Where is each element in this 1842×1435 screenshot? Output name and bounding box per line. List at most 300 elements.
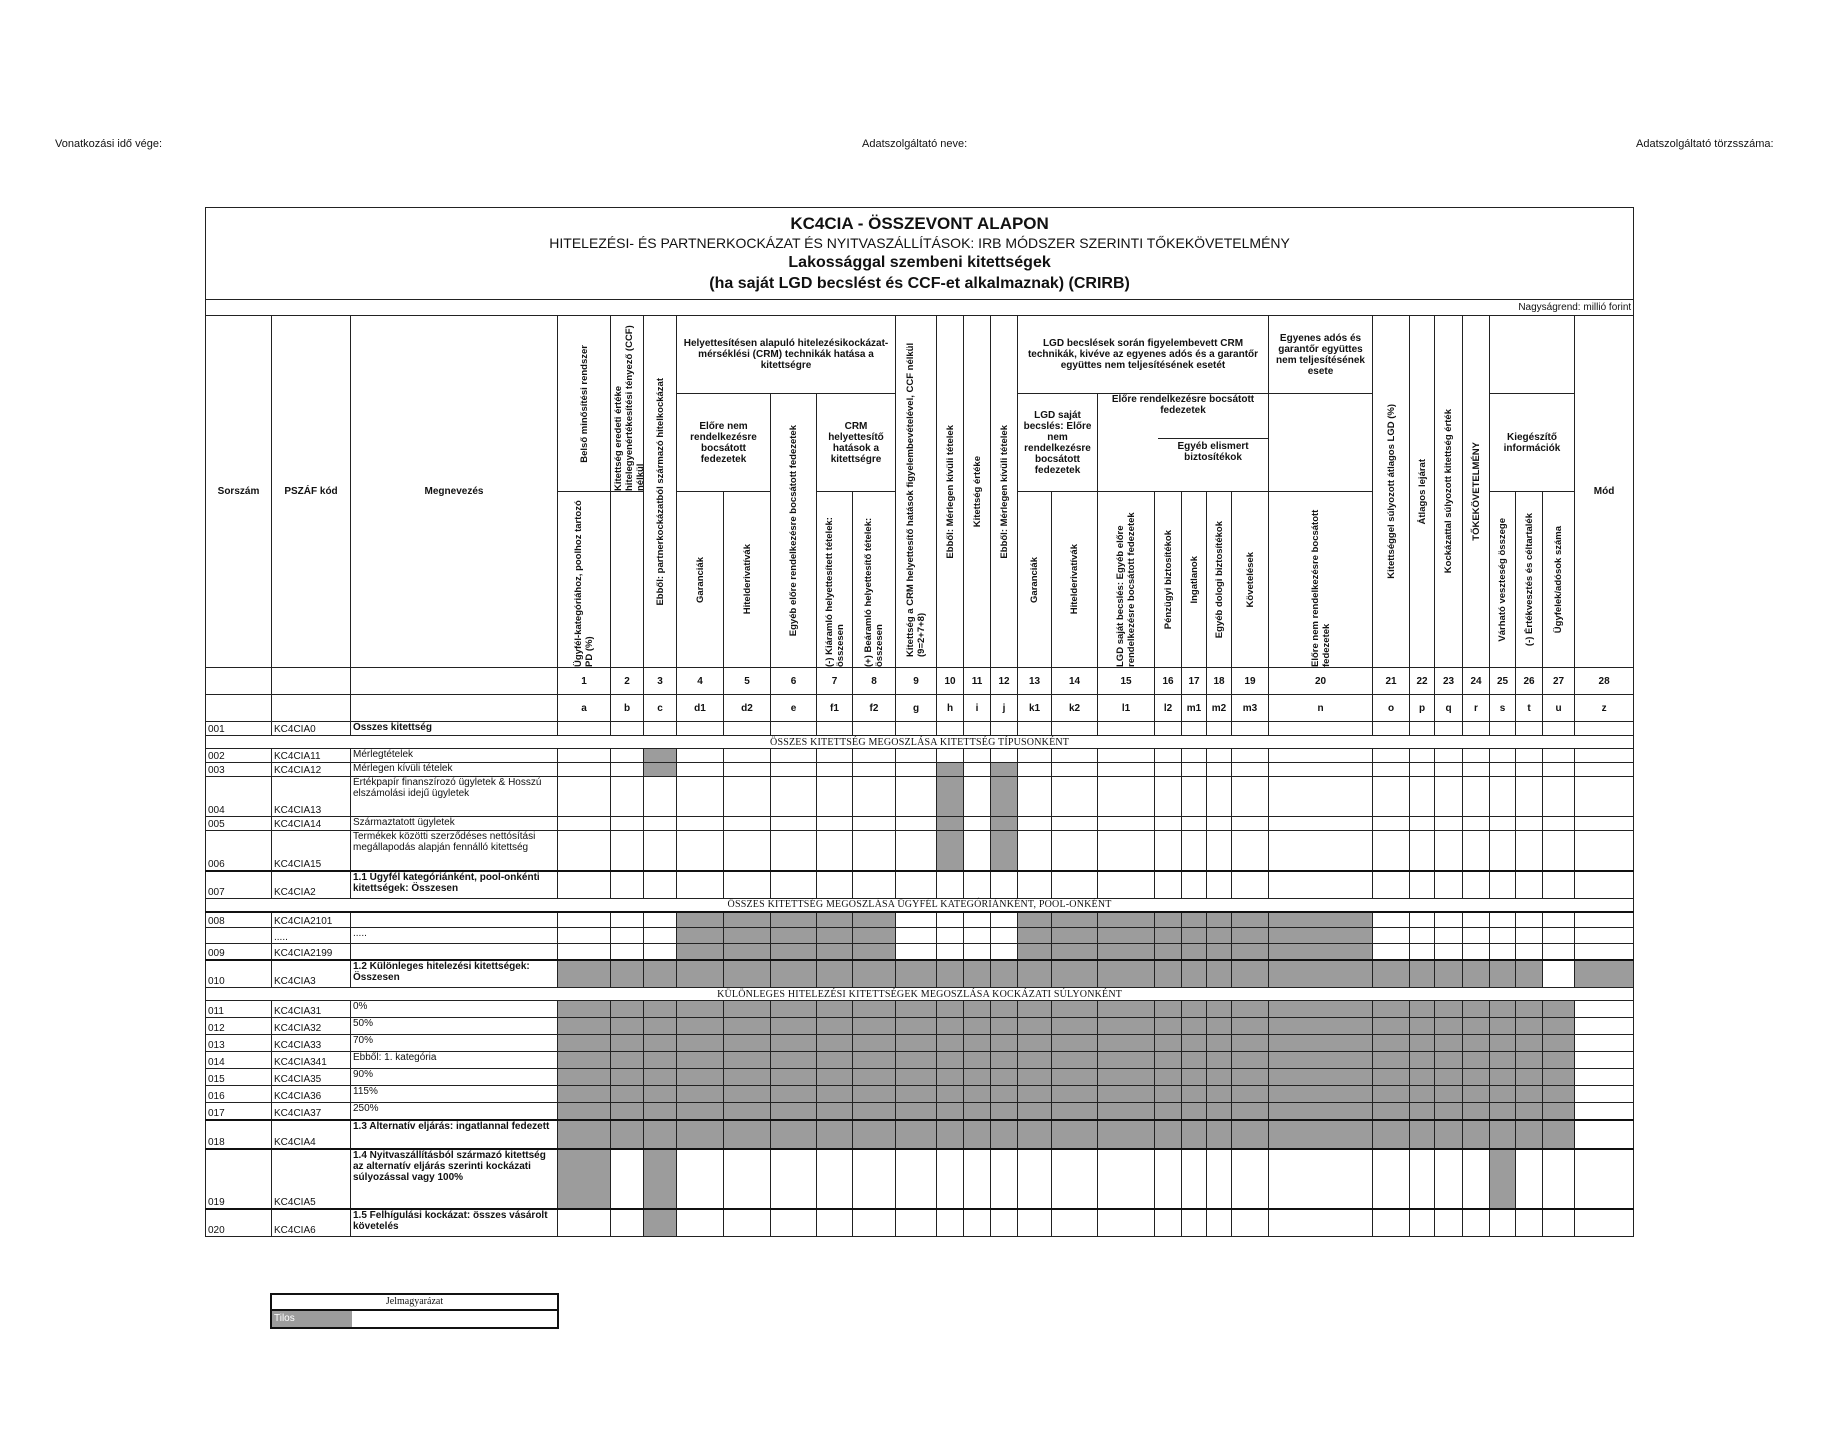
cell-input[interactable] <box>724 871 771 899</box>
cell-input[interactable] <box>644 944 677 960</box>
cell-input[interactable] <box>558 817 611 831</box>
cell-input[interactable] <box>1575 928 1634 944</box>
cell-input[interactable] <box>896 817 937 831</box>
cell-input[interactable] <box>1575 944 1634 960</box>
header-c14: Hitelderivatívák <box>1069 544 1080 615</box>
cell-input[interactable] <box>1232 722 1269 736</box>
cell-input[interactable] <box>1155 763 1182 777</box>
cell-input[interactable] <box>1575 1052 1634 1069</box>
cell-input[interactable] <box>896 749 937 763</box>
cell-input[interactable] <box>1435 817 1463 831</box>
cell-input[interactable] <box>1410 777 1435 817</box>
cell-input[interactable] <box>991 944 1018 960</box>
cell-input[interactable] <box>1269 763 1373 777</box>
cell-input[interactable] <box>611 831 644 871</box>
cell-input[interactable] <box>937 871 964 899</box>
cell-input[interactable] <box>771 1149 817 1209</box>
cell-input[interactable] <box>896 944 937 960</box>
cell-input[interactable] <box>1410 944 1435 960</box>
cell-input[interactable] <box>937 928 964 944</box>
cell-input[interactable] <box>1410 871 1435 899</box>
cell-input[interactable] <box>1232 831 1269 871</box>
cell-input[interactable] <box>1207 817 1232 831</box>
cell-input[interactable] <box>1373 749 1410 763</box>
cell-input[interactable] <box>1182 831 1207 871</box>
cell-input[interactable] <box>1435 1209 1463 1237</box>
cell-input[interactable] <box>853 817 896 831</box>
cell-input[interactable] <box>1490 871 1516 899</box>
cell-input[interactable] <box>1490 1209 1516 1237</box>
cell-input[interactable] <box>724 817 771 831</box>
cell-input[interactable] <box>1463 944 1490 960</box>
row-number <box>206 928 272 944</box>
cell-input[interactable] <box>1516 749 1543 763</box>
cell-input[interactable] <box>1207 722 1232 736</box>
cell-input[interactable] <box>1373 928 1410 944</box>
cell-input[interactable] <box>1052 722 1098 736</box>
cell-input[interactable] <box>1516 777 1543 817</box>
cell-input[interactable] <box>991 722 1018 736</box>
cell-input[interactable] <box>937 722 964 736</box>
cell-input[interactable] <box>1018 831 1052 871</box>
cell-input[interactable] <box>644 831 677 871</box>
cell-input[interactable] <box>1018 749 1052 763</box>
row-name: Mérlegtételek <box>351 749 558 763</box>
cell-input[interactable] <box>1373 871 1410 899</box>
cell-input[interactable] <box>611 722 644 736</box>
cell-input[interactable] <box>644 928 677 944</box>
cell-input[interactable] <box>1490 749 1516 763</box>
cell-input[interactable] <box>1182 722 1207 736</box>
cell-input[interactable] <box>896 1149 937 1209</box>
cell-input[interactable] <box>853 871 896 899</box>
cell-input[interactable] <box>1575 1103 1634 1120</box>
cell-input[interactable] <box>964 722 991 736</box>
cell-input[interactable] <box>771 722 817 736</box>
cell-input[interactable] <box>964 777 991 817</box>
cell-input[interactable] <box>817 722 853 736</box>
cell-input[interactable] <box>1410 831 1435 871</box>
cell-input[interactable] <box>896 928 937 944</box>
cell-input[interactable] <box>1463 722 1490 736</box>
cell-input[interactable] <box>611 749 644 763</box>
cell-input[interactable] <box>1410 1149 1435 1209</box>
cell-input[interactable] <box>1575 1086 1634 1103</box>
cell-input[interactable] <box>1232 1209 1269 1237</box>
cell-input[interactable] <box>964 1149 991 1209</box>
cell-input[interactable] <box>1052 817 1098 831</box>
cell-input[interactable] <box>1435 777 1463 817</box>
cell-input[interactable] <box>611 928 644 944</box>
cell-input[interactable] <box>1373 944 1410 960</box>
cell-input[interactable] <box>1182 763 1207 777</box>
cell-input[interactable] <box>1490 777 1516 817</box>
cell-input[interactable] <box>1516 912 1543 928</box>
cell-input[interactable] <box>853 763 896 777</box>
cell-input[interactable] <box>611 1149 644 1209</box>
cell-input[interactable] <box>1575 749 1634 763</box>
cell-input[interactable] <box>558 1209 611 1237</box>
cell-input[interactable] <box>558 777 611 817</box>
cell-input[interactable] <box>1098 1149 1155 1209</box>
cell-input[interactable] <box>991 1149 1018 1209</box>
cell-input[interactable] <box>1098 817 1155 831</box>
cell-input[interactable] <box>771 763 817 777</box>
cell-input[interactable] <box>1516 831 1543 871</box>
cell-input[interactable] <box>1182 871 1207 899</box>
cell-input[interactable] <box>1155 749 1182 763</box>
cell-input[interactable] <box>558 871 611 899</box>
cell-input[interactable] <box>1516 1209 1543 1237</box>
cell-input[interactable] <box>964 749 991 763</box>
cell-forbidden <box>677 960 724 988</box>
cell-input[interactable] <box>1155 871 1182 899</box>
cell-input[interactable] <box>1182 1149 1207 1209</box>
cell-input[interactable] <box>677 1149 724 1209</box>
cell-input[interactable] <box>1232 817 1269 831</box>
cell-input[interactable] <box>1052 871 1098 899</box>
cell-input[interactable] <box>964 928 991 944</box>
cell-input[interactable] <box>724 831 771 871</box>
cell-input[interactable] <box>1182 777 1207 817</box>
cell-input[interactable] <box>611 912 644 928</box>
cell-input[interactable] <box>1269 871 1373 899</box>
cell-input[interactable] <box>1155 777 1182 817</box>
cell-input[interactable] <box>1182 1209 1207 1237</box>
cell-input[interactable] <box>1155 1209 1182 1237</box>
cell-input[interactable] <box>1155 817 1182 831</box>
cell-input[interactable] <box>1435 722 1463 736</box>
cell-input[interactable] <box>1490 928 1516 944</box>
cell-input[interactable] <box>1410 763 1435 777</box>
cell-input[interactable] <box>1516 944 1543 960</box>
cell-input[interactable] <box>1543 831 1575 871</box>
cell-input[interactable] <box>937 749 964 763</box>
cell-input[interactable] <box>1463 831 1490 871</box>
cell-input[interactable] <box>1098 749 1155 763</box>
cell-input[interactable] <box>1575 1069 1634 1086</box>
cell-input[interactable] <box>1182 817 1207 831</box>
cell-input[interactable] <box>644 817 677 831</box>
cell-input[interactable] <box>991 1209 1018 1237</box>
cell-input[interactable] <box>937 1209 964 1237</box>
cell-input[interactable] <box>991 928 1018 944</box>
cell-input[interactable] <box>611 871 644 899</box>
cell-input[interactable] <box>1435 944 1463 960</box>
cell-input[interactable] <box>771 871 817 899</box>
cell-input[interactable] <box>817 871 853 899</box>
cell-input[interactable] <box>1463 777 1490 817</box>
cell-input[interactable] <box>1182 749 1207 763</box>
cell-input[interactable] <box>853 722 896 736</box>
cell-input[interactable] <box>1575 1120 1634 1149</box>
cell-input[interactable] <box>1543 944 1575 960</box>
cell-input[interactable] <box>611 817 644 831</box>
cell-input[interactable] <box>1052 777 1098 817</box>
cell-input[interactable] <box>817 1149 853 1209</box>
cell-input[interactable] <box>724 1149 771 1209</box>
cell-input[interactable] <box>1575 1018 1634 1035</box>
cell-input[interactable] <box>1490 831 1516 871</box>
cell-input[interactable] <box>677 749 724 763</box>
cell-input[interactable] <box>1410 1209 1435 1237</box>
cell-input[interactable] <box>896 912 937 928</box>
cell-input[interactable] <box>1018 817 1052 831</box>
cell-input[interactable] <box>677 831 724 871</box>
cell-input[interactable] <box>1490 817 1516 831</box>
cell-input[interactable] <box>1018 722 1052 736</box>
cell-input[interactable] <box>1516 1149 1543 1209</box>
cell-input[interactable] <box>1575 1209 1634 1237</box>
cell-input[interactable] <box>991 871 1018 899</box>
cell-input[interactable] <box>558 944 611 960</box>
cell-input[interactable] <box>896 763 937 777</box>
cell-input[interactable] <box>1018 1209 1052 1237</box>
cell-input[interactable] <box>1052 749 1098 763</box>
cell-input[interactable] <box>1543 722 1575 736</box>
cell-input[interactable] <box>896 871 937 899</box>
cell-input[interactable] <box>1410 722 1435 736</box>
cell-input[interactable] <box>937 1149 964 1209</box>
cell-input[interactable] <box>964 871 991 899</box>
cell-input[interactable] <box>1373 722 1410 736</box>
cell-input[interactable] <box>1269 817 1373 831</box>
cell-input[interactable] <box>1543 912 1575 928</box>
cell-input[interactable] <box>1269 749 1373 763</box>
cell-input[interactable] <box>1516 928 1543 944</box>
cell-input[interactable] <box>1155 1149 1182 1209</box>
cell-input[interactable] <box>1373 817 1410 831</box>
cell-input[interactable] <box>1435 749 1463 763</box>
cell-input[interactable] <box>1207 831 1232 871</box>
cell-input[interactable] <box>677 817 724 831</box>
cell-input[interactable] <box>1098 1209 1155 1237</box>
cell-input[interactable] <box>677 1209 724 1237</box>
cell-input[interactable] <box>1232 763 1269 777</box>
cell-input[interactable] <box>1543 871 1575 899</box>
cell-input[interactable] <box>896 1209 937 1237</box>
cell-input[interactable] <box>1373 1209 1410 1237</box>
cell-input[interactable] <box>558 928 611 944</box>
cell-input[interactable] <box>1435 928 1463 944</box>
cell-input[interactable] <box>1543 817 1575 831</box>
cell-input[interactable] <box>611 777 644 817</box>
cell-input[interactable] <box>817 831 853 871</box>
cell-input[interactable] <box>644 777 677 817</box>
cell-input[interactable] <box>1098 777 1155 817</box>
cell-input[interactable] <box>1269 777 1373 817</box>
cell-input[interactable] <box>1410 912 1435 928</box>
cell-input[interactable] <box>771 777 817 817</box>
cell-input[interactable] <box>1373 763 1410 777</box>
cell-input[interactable] <box>1543 777 1575 817</box>
cell-input[interactable] <box>724 749 771 763</box>
cell-input[interactable] <box>1516 722 1543 736</box>
cell-input[interactable] <box>611 763 644 777</box>
cell-input[interactable] <box>817 777 853 817</box>
cell-input[interactable] <box>1463 871 1490 899</box>
cell-input[interactable] <box>1575 777 1634 817</box>
cell-input[interactable] <box>1373 777 1410 817</box>
cell-input[interactable] <box>1543 928 1575 944</box>
cell-input[interactable] <box>1575 1149 1634 1209</box>
cell-input[interactable] <box>1052 763 1098 777</box>
cell-input[interactable] <box>1155 831 1182 871</box>
cell-input[interactable] <box>1463 1149 1490 1209</box>
cell-input[interactable] <box>1018 871 1052 899</box>
cell-input[interactable] <box>1018 777 1052 817</box>
cell-input[interactable] <box>1463 749 1490 763</box>
cell-input[interactable] <box>558 912 611 928</box>
cell-input[interactable] <box>896 777 937 817</box>
cell-input[interactable] <box>1098 763 1155 777</box>
cell-input[interactable] <box>1516 763 1543 777</box>
cell-input[interactable] <box>1052 1149 1098 1209</box>
cell-input[interactable] <box>771 817 817 831</box>
cell-input[interactable] <box>1410 749 1435 763</box>
cell-input[interactable] <box>1490 912 1516 928</box>
cell-input[interactable] <box>1207 749 1232 763</box>
cell-input[interactable] <box>1575 871 1634 899</box>
cell-input[interactable] <box>1435 1149 1463 1209</box>
cell-input[interactable] <box>937 912 964 928</box>
cell-input[interactable] <box>771 1209 817 1237</box>
cell-input[interactable] <box>1232 777 1269 817</box>
cell-input[interactable] <box>644 871 677 899</box>
cell-input[interactable] <box>853 1209 896 1237</box>
cell-input[interactable] <box>1232 871 1269 899</box>
cell-input[interactable] <box>1543 749 1575 763</box>
cell-input[interactable] <box>1575 912 1634 928</box>
cell-input[interactable] <box>1490 944 1516 960</box>
cell-input[interactable] <box>1269 1209 1373 1237</box>
cell-input[interactable] <box>644 722 677 736</box>
cell-input[interactable] <box>1018 763 1052 777</box>
cell-input[interactable] <box>1575 722 1634 736</box>
cell-input[interactable] <box>964 944 991 960</box>
cell-input[interactable] <box>1098 871 1155 899</box>
cell-input[interactable] <box>771 831 817 871</box>
cell-input[interactable] <box>1373 912 1410 928</box>
cell-input[interactable] <box>853 1149 896 1209</box>
cell-input[interactable] <box>1207 1209 1232 1237</box>
cell-input[interactable] <box>964 1209 991 1237</box>
cell-input[interactable] <box>1207 871 1232 899</box>
cell-input[interactable] <box>1435 912 1463 928</box>
cell-forbidden <box>964 1069 991 1086</box>
cell-input[interactable] <box>853 777 896 817</box>
cell-input[interactable] <box>677 763 724 777</box>
cell-input[interactable] <box>1543 1209 1575 1237</box>
cell-input[interactable] <box>817 1209 853 1237</box>
cell-input[interactable] <box>1575 1001 1634 1018</box>
cell-input[interactable] <box>1410 928 1435 944</box>
cell-input[interactable] <box>817 763 853 777</box>
cell-input[interactable] <box>1269 831 1373 871</box>
cell-input[interactable] <box>724 1209 771 1237</box>
cell-input[interactable] <box>853 831 896 871</box>
cell-input[interactable] <box>964 763 991 777</box>
cell-input[interactable] <box>1269 722 1373 736</box>
cell-input[interactable] <box>1543 1149 1575 1209</box>
cell-input[interactable] <box>1269 1149 1373 1209</box>
cell-input[interactable] <box>724 763 771 777</box>
cell-input[interactable] <box>677 722 724 736</box>
cell-input[interactable] <box>1516 817 1543 831</box>
cell-input[interactable] <box>1490 722 1516 736</box>
cell-input[interactable] <box>677 777 724 817</box>
cell-input[interactable] <box>991 749 1018 763</box>
cell-input[interactable] <box>1463 763 1490 777</box>
cell-input[interactable] <box>853 749 896 763</box>
cell-input[interactable] <box>677 871 724 899</box>
cell-input[interactable] <box>611 1209 644 1237</box>
cell-input[interactable] <box>1435 831 1463 871</box>
row-name: ..... <box>351 928 558 944</box>
cell-input[interactable] <box>1373 1149 1410 1209</box>
cell-input[interactable] <box>1410 817 1435 831</box>
cell-input[interactable] <box>896 831 937 871</box>
cell-input[interactable] <box>964 831 991 871</box>
cell-input[interactable] <box>1052 1209 1098 1237</box>
cell-input[interactable] <box>1018 1149 1052 1209</box>
cell-input[interactable] <box>1543 960 1575 988</box>
cell-input[interactable] <box>1463 928 1490 944</box>
cell-input[interactable] <box>1435 763 1463 777</box>
cell-input[interactable] <box>558 763 611 777</box>
cell-input[interactable] <box>1098 831 1155 871</box>
cell-input[interactable] <box>611 944 644 960</box>
cell-input[interactable] <box>724 722 771 736</box>
cell-input[interactable] <box>1232 1149 1269 1209</box>
cell-forbidden <box>1435 1035 1463 1052</box>
cell-input[interactable] <box>644 912 677 928</box>
cell-input[interactable] <box>771 749 817 763</box>
cell-input[interactable] <box>558 749 611 763</box>
cell-input[interactable] <box>1463 912 1490 928</box>
cell-input[interactable] <box>1490 763 1516 777</box>
cell-input[interactable] <box>817 817 853 831</box>
cell-input[interactable] <box>1155 722 1182 736</box>
cell-input[interactable] <box>1207 777 1232 817</box>
cell-input[interactable] <box>1575 831 1634 871</box>
cell-input[interactable] <box>964 817 991 831</box>
cell-input[interactable] <box>1373 831 1410 871</box>
cell-input[interactable] <box>1463 1209 1490 1237</box>
cell-input[interactable] <box>1575 817 1634 831</box>
cell-input[interactable] <box>964 912 991 928</box>
cell-input[interactable] <box>1052 831 1098 871</box>
cell-input[interactable] <box>558 831 611 871</box>
cell-input[interactable] <box>1207 1149 1232 1209</box>
cell-input[interactable] <box>1435 871 1463 899</box>
cell-input[interactable] <box>1516 871 1543 899</box>
cell-input[interactable] <box>817 749 853 763</box>
cell-forbidden <box>644 1103 677 1120</box>
cell-input[interactable] <box>1098 722 1155 736</box>
cell-input[interactable] <box>937 944 964 960</box>
cell-input[interactable] <box>1575 763 1634 777</box>
cell-input[interactable] <box>1463 817 1490 831</box>
cell-input[interactable] <box>1207 763 1232 777</box>
cell-input[interactable] <box>1575 1035 1634 1052</box>
cell-input[interactable] <box>1232 749 1269 763</box>
cell-input[interactable] <box>1543 763 1575 777</box>
cell-input[interactable] <box>991 912 1018 928</box>
cell-input[interactable] <box>724 777 771 817</box>
cell-input[interactable] <box>558 722 611 736</box>
cell-input[interactable] <box>896 722 937 736</box>
